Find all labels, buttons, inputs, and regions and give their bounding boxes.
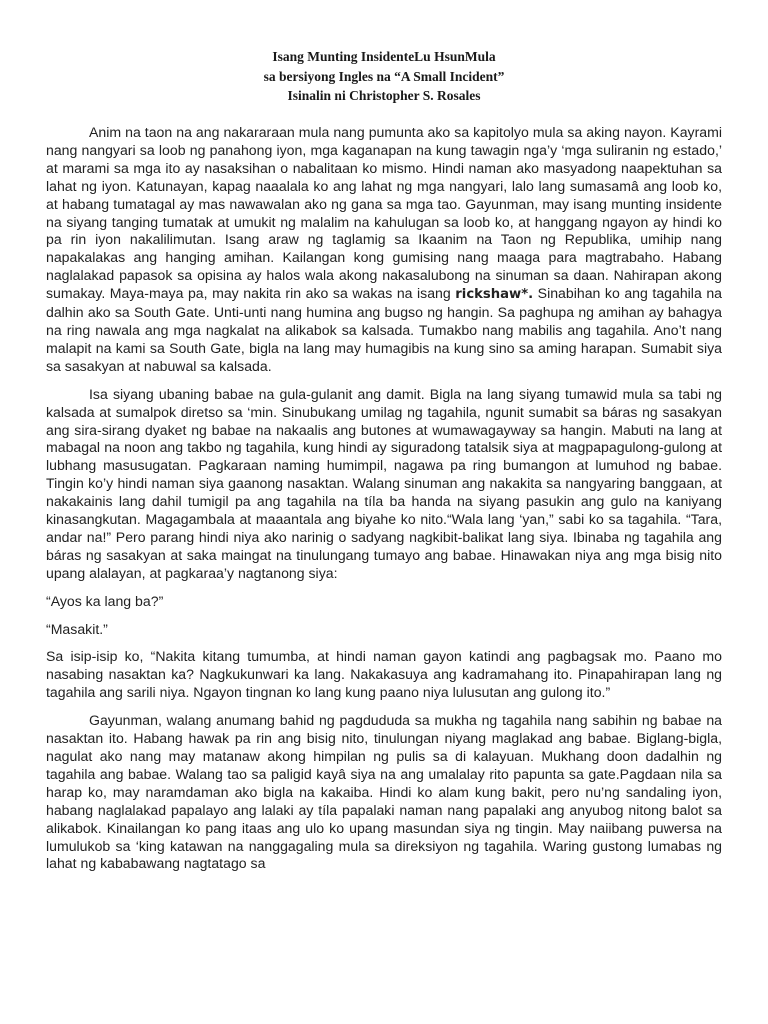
translator-credit: Isinalin ni Christopher S. Rosales: [287, 88, 481, 103]
paragraph-2: Isa siyang ubaning babae na gula-gulanit ang damit. Bigla na lang siyang tumawid mula sa tabi ng kalsada at sumalpok diretso sa ‘min. Sinubukang umilag ng tagahila, ngunit sumabit sa báras ng sasakyan ang sira-sirang dyaket ng babae na nakaalis ang butones at wumawagayway sa hangin. Mabuti na lang at mabagal na noon ang takbo ng tagahila, kung hindi ay siguradong tatalsik siya at magpapagulong-gulong at lubhang masusugatan. Pagkaraan naming humimpil, nagawa pa ring bumangon at lumuhod ng babae. Tingin ko’y hindi naman siya gaanong nasaktan. Walang sinuman ang nakakita sa nangyaring banggaan, at nakakainis lang dahil tumigil pa ang tagahila na tíla ba handa na siyang pasukin ang gulo na kaniyang kinasangkutan. Magagambala at maaantala ang biyahe ko nito.“Wala lang ‘yan,” sabi ko sa tagahila. “Tara, andar na!” Pero parang hindi niya ako narinig o sadyang nagkibit-balikat lang siya. Ibinaba ng tagahila ang báras ng sasakyan at saka maingat na tinulungang tumayo ang babae. Hinawakan niya ang mga bisig nito upang alalayan, at pagkaraa’y nagtanong siya:: [46, 385, 722, 581]
paragraph-1: [46, 124, 722, 376]
paragraph-3: Sa isip-isip ko, “Nakita kitang tumumba, at hindi naman gayon katindi ang pagbagsak mo. Paano mo nasabing nasaktan ka? Nagkukunwari ka lang. Nakakasuya ang kadramahang ito. Pinapahirapan lang ng tagahila ang sarili niya. Ngayon tingnan ko lang kung paano niya lulusutan ang gulong ito.”: [46, 648, 722, 701]
document-body: [46, 124, 722, 883]
paragraph-1-part-b: Sinabihan ko ang tagahila na dalhin ako sa South Gate. Unti-unti nang humina ang bugso ng hangin. Sa paghupa ng amihan ay bahagya na ring nawala ang mga nagkalat na alikabok sa kalsada. Tumakbo nang mabilis ang tagahila. Ano’t nang malapit na kami sa South Gate, bigla na lang may humagibis na kung sino sa aming harapan. Sumabit siya sa sasakyan at nabuwal sa kalsada.: [46, 285, 722, 374]
dialogue-line-1: “Ayos ka lang ba?”: [46, 592, 164, 609]
paragraph-1-part-a: Anim na taon na ang nakararaan mula nang pumunta ako sa kapitolyo mula sa aking nayon. Kayrami nang nangyari sa loob ng panahong iyon, mga kaganapan na kung tawagin nga’y ‘mga suliranin ng estado,’ at marami sa mga ito ay nasaksihan o nabalitaan ko mismo. Hindi naman ako masyadong naapektuhan sa lahat ng iyon. Katunayan, kapag naaalala ko ang lahat ng mga nangyari, lalo lang sumasamâ ang loob ko, at habang tumatagal ay mas nawawalan ako ng gana sa mga tao. Gayunman, may isang munting insidente na siyang tanging tumatak at umukit ng malalim na kahulugan sa loob ko, at hanggang ngayon ay hindi ko pa rin iyon nakalilimutan. Isang araw ng taglamig sa Ikaanim na Taon ng Republika, umihip nang napakalakas ang hanging amihan. Kailangan kong gumising nang maaga para magtrabaho. Habang naglalakad papasok sa opisina ay halos wala akong nakasalubong na sinuman sa daan. Nahirapan akong sumakay. Maya-maya pa, may nakita rin ako sa wakas na isang: [46, 124, 722, 302]
document-subtitle: sa bersiyong Ingles na “A Small Incident”: [263, 68, 505, 84]
dialogue-line-2: “Masakit.”: [46, 620, 108, 637]
rickshaw-term: rickshaw*.: [455, 287, 534, 303]
document-title: Isang Munting InsidenteLu HsunMula: [272, 49, 496, 64]
paragraph-4: Gayunman, walang anumang bahid ng pagdududa sa mukha ng tagahila nang sabihin ng babae na nasaktan ito. Habang hawak pa rin ang bisig nito, tinulungan niyang maglakad ang babae. Biglang-bigla, nagulat ako nang may matanaw akong himpilan ng pulis sa di kalayuan. Mukhang doon dadalhin ng tagahila ang babae. Walang tao sa paligid kayâ siya na ang umalalay rito papunta sa gate.Pagdaan nila sa harap ko, may naramdaman ako bigla na kakaiba. Hindi ko alam kung bakit, pero nu’ng sandaling iyon, habang naglalakad papalayo ang lalaki ay tíla papalaki naman nang papalaki ang anyubog nitong balot sa alikabok. Kinailangan ko pang itaas ang ulo ko upang masundan siya ng tingin. May naiibang puwersa na lumulukob sa ‘king katawan na nanggagaling mula sa direksiyon ng tagahila. Waring gustong lumabas ng lahat ng kababawang nagtatago sa: [46, 712, 722, 872]
document-header: [0, 47, 768, 106]
